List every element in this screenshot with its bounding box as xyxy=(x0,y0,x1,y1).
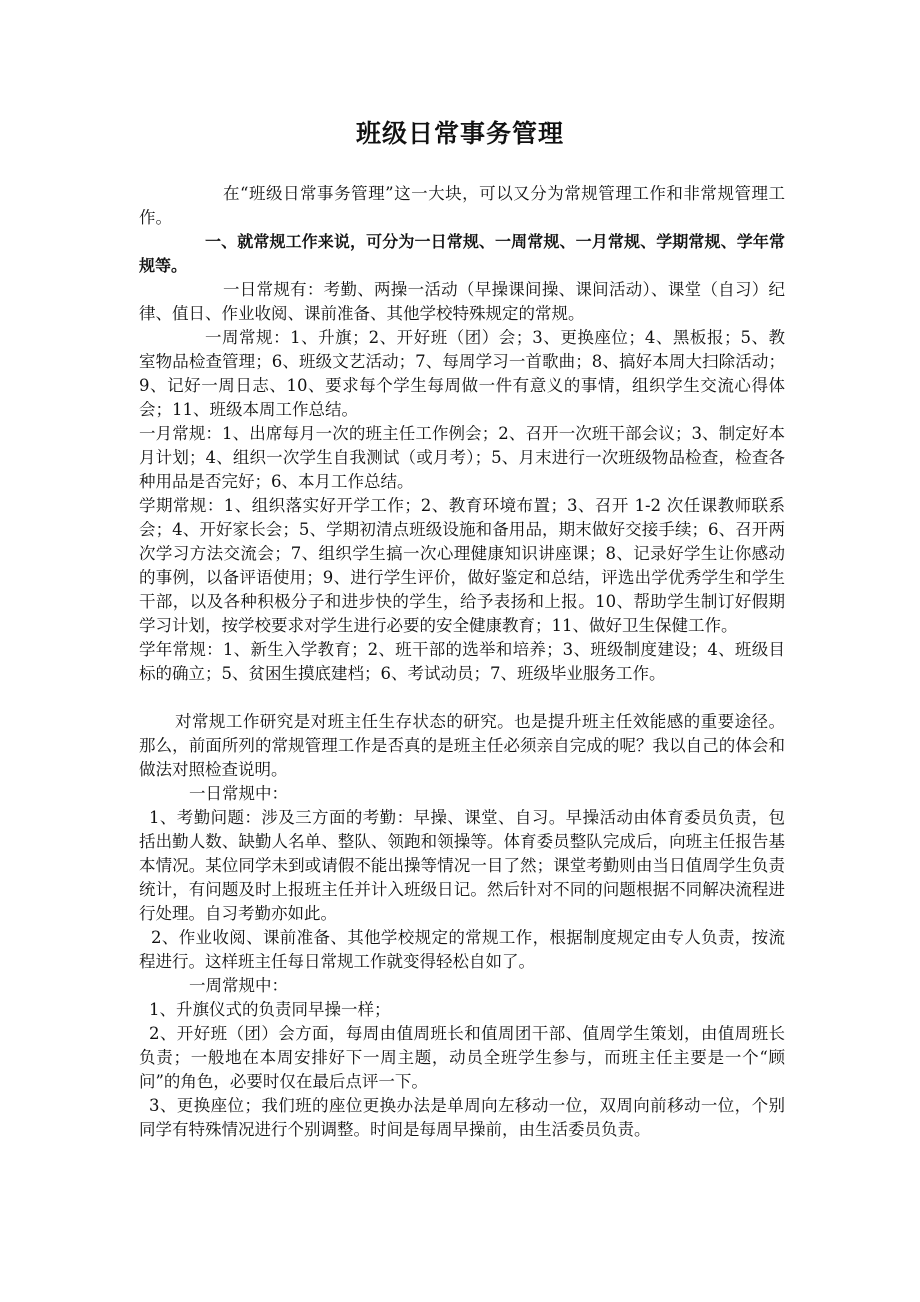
daily-routine-paragraph: 一日常规有：考勤、两操一活动（早操课间操、课间活动）、课堂（自习）纪律、值日、作业收阅、课前准备、其他学校特殊规定的常规。 xyxy=(139,280,785,323)
document-body xyxy=(139,182,785,1142)
homework-item: 2、作业收阅、课前准备、其他学校规定的常规工作，根据制度规定由专人负责，按流程进行。这样班主任每日常规工作就变得轻松自如了。 xyxy=(139,928,785,971)
monthly-routine-paragraph: 一月常规：1、出席每月一次的班主任工作例会；2、召开一次班干部会议；3、制定好本月计划；4、组织一次学生自我测试（或月考）；5、月末进行一次班级物品检查，检查各种用品是否完好；6、本月工作总结。 xyxy=(139,424,785,491)
class-meeting-item: 2、开好班（团）会方面，每周由值周班长和值周团干部、值周学生策划，由值周班长负责；一般地在本周安排好下一周主题，动员全班学生参与，而班主任主要是一个“顾问”的角色，必要时仅在最后点评一下。 xyxy=(139,1024,785,1091)
attendance-item: 1、考勤问题：涉及三方面的考勤：早操、课堂、自习。早操活动由体育委员负责，包括出勤人数、缺勤人名单、整队、领跑和领操等。体育委员整队完成后，向班主任报告基本情况。某位同学未到或请假不能出操等情况一目了然；课堂考勤则由当日值周学生负责统计，有问题及时上报班主任并计入班级日记。然后针对不同的问题根据不同解决流程进行处理。自习考勤亦如此。 xyxy=(139,808,785,923)
blank-line xyxy=(139,686,785,710)
weekly-subheading: 一周常规中： xyxy=(189,976,288,995)
daily-subheading: 一日常规中： xyxy=(189,784,288,803)
section-heading-routine: 一、就常规工作来说，可分为一日常规、一周常规、一月常规、学期常规、学年常规等。 xyxy=(139,232,785,275)
research-paragraph: 对常规工作研究是对班主任生存状态的研究。也是提升班主任效能感的重要途径。那么，前面所列的常规管理工作是否真的是班主任必须亲自完成的呢？我以自己的体会和做法对照检查说明。 xyxy=(139,712,785,779)
weekly-routine-paragraph: 一周常规：1、升旗；2、开好班（团）会；3、更换座位；4、黑板报；5、教室物品检查管理；6、班级文艺活动；7、每周学习一首歌曲；8、搞好本周大扫除活动；9、记好一周日志、10、要求每个学生每周做一件有意义的事情，组织学生交流心得体会；11、班级本周工作总结。 xyxy=(139,328,785,419)
year-routine-paragraph: 学年常规：1、新生入学教育；2、班干部的选举和培养；3、班级制度建设；4、班级目标的确立；5、贫困生摸底建档；6、考试动员；7、班级毕业服务工作。 xyxy=(139,640,785,683)
intro-paragraph: 在“班级日常事务管理”这一大块，可以又分为常规管理工作和非常规管理工作。 xyxy=(139,184,785,227)
semester-routine-paragraph: 学期常规：1、组织落实好开学工作；2、教育环境布置；3、召开 1-2 次任课教师联系会；4、开好家长会；5、学期初清点班级设施和备用品，期末做好交接手续；6、召开两次学习方法交流会；7、组织学生搞一次心理健康知识讲座课；8、记录好学生让你感动的事例，以备评语使用；9、进行学生评价，做好鉴定和总结，评选出学优秀学生和学生干部，以及各种积极分子和进步快的学生，给予表扬和上报。10、帮助学生制订好假期学习计划，按学校要求对学生进行必要的安全健康教育；11、做好卫生保健工作。 xyxy=(139,496,785,635)
page-title: 班级日常事务管理 xyxy=(355,119,564,148)
seat-change-item: 3、更换座位；我们班的座位更换办法是单周向左移动一位，双周向前移动一位，个别同学有特殊情况进行个别调整。时间是每周早操前，由生活委员负责。 xyxy=(139,1096,785,1139)
flag-item: 1、升旗仪式的负责同早操一样； xyxy=(149,1000,391,1019)
